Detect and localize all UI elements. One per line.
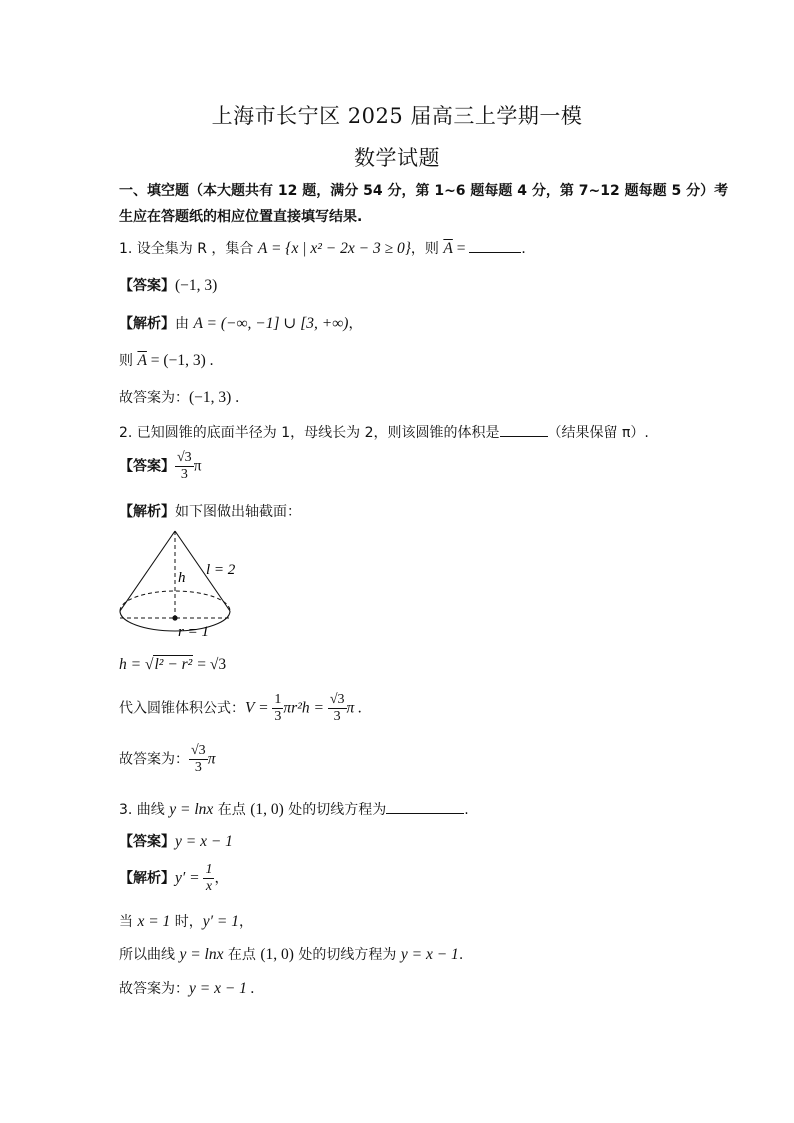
q3-so-b: 在点 [223,947,261,963]
q3-so-end: . [458,947,464,963]
q3-derivative-fraction [203,862,214,895]
section-heading-line2: 生应在答题纸的相应位置直接填写结果. [119,209,363,225]
q1-answer [119,275,217,295]
q2-blank [500,423,548,437]
q3-conclusion [119,944,463,964]
q3-so-c: 处的切线方程为 [293,947,401,963]
q2-volume-mid: πr²h = [283,699,328,717]
q2-answer-numerator: √3 [177,450,192,465]
cone-base-front-arc [120,611,230,631]
q3-final [119,978,255,998]
answer-label: 【答案】 [119,278,175,294]
q2-frac1-num: 1 [274,692,282,707]
section-heading-line1: 一、填空题（本大题共有 12 题，满分 54 分，第 1~6 题每题 4 分，第 7~12 题每题 5 分）考 [119,183,729,199]
q2-volume-frac2 [328,692,347,725]
q2-analysis-text: 如下图做出轴截面： [175,504,301,520]
q3-final-value: y = x − 1 . [189,980,255,997]
q1-eq: = [452,240,470,257]
q2-frac2-den: 3 [333,709,341,724]
q1-analysis [119,313,362,333]
q3-stem-b: 在点 [213,802,251,818]
analysis-label: 【解析】 [119,316,175,332]
q3-answer [119,831,233,851]
q2-frac2-num: √3 [329,692,345,707]
q3-stem-end: . [464,802,469,818]
q1-then [119,350,213,370]
q2-h-radicand: l² − r² [154,656,193,673]
q1-then-text: 则 [119,353,138,369]
q2-h-right: = √3 [193,656,227,673]
q3-answer-value: y = x − 1 [175,833,233,850]
q3-when-end: ， [238,914,253,930]
q1-prefix: 1. 设全集为 R ，集合 [119,241,258,257]
q2-answer-denominator: 3 [180,467,188,482]
q2-answer-pi: π [193,457,202,475]
answer-label: 【答案】 [119,458,175,475]
q1-end: ． [521,241,536,257]
q3-so-math2: (1, 0) [260,946,294,963]
q2-answer [119,450,202,483]
so-answer-label: 故答案为： [119,390,189,406]
q3-analysis [119,862,228,895]
q3-when-b: 时， [170,914,203,930]
q3-derivative-end: ， [214,870,229,887]
answer-label: 【答案】 [119,834,175,850]
q1-answer-value: (−1, 3) [175,277,218,294]
q2-volume-v: V = [245,699,273,717]
q1-mid: ，则 [410,241,444,257]
q2-height-formula [119,656,226,674]
cone-r-label: r = 1 [178,624,209,640]
q2-final [119,743,215,776]
q3-derivative-num: 1 [205,862,213,877]
q2-frac1-den: 3 [274,709,282,724]
q3-stem-math2: (1, 0) [250,801,284,818]
q3-when-math2: y′ = 1 [202,913,239,930]
page-title: 上海市长宁区 2025 届高三上学期一模 [211,104,583,128]
analysis-label: 【解析】 [119,504,175,520]
q3-stem [119,799,469,819]
q1-final [119,387,239,407]
q2-h-sqrt: √l² − r² [144,656,193,673]
q3-so-a: 所以曲线 [119,947,180,963]
q3-when-a: 当 [119,914,138,930]
q3-blank [386,800,464,814]
q3-derivative-den: x [205,879,213,894]
q1-then-complement: $\overline{A}$ [137,352,147,369]
q2-stem [119,422,649,442]
cone-center-point [172,615,177,620]
q3-stem-a: 3. 曲线 [119,802,170,818]
cone-diagram [114,527,244,645]
q2-final-fraction [189,743,208,776]
q1-analysis-text: 由 [175,316,194,332]
so-answer-label: 故答案为： [119,981,189,997]
q1-analysis-end: ， [348,316,363,332]
q3-when [119,911,253,931]
q2-h-left: h = [119,656,145,673]
q1-set: A = {x | x² − 2x − 3 ≥ 0} [257,240,411,257]
q1-stem [119,238,535,258]
q2-analysis [119,501,301,521]
q1-complement: $\overline{A}$ [443,240,453,257]
analysis-label: 【解析】 [119,870,175,887]
q2-volume-formula [119,692,362,725]
q2-volume-text: 代入圆锥体积公式： [119,700,245,717]
cone-left-slant [120,531,175,611]
q2-final-numerator: √3 [191,743,206,758]
q3-stem-c: 处的切线方程为 [283,802,387,818]
q1-final-value: (−1, 3) . [189,389,240,406]
q2-stem-text: 2. 已知圆锥的底面半径为 1，母线长为 2，则该圆锥的体积是 [119,425,500,441]
q3-when-math1: x = 1 [137,913,171,930]
q2-final-pi: π [207,750,216,768]
cone-l-label: l = 2 [206,562,236,578]
q2-volume-end: π . [346,699,363,717]
q2-volume-frac1 [272,692,283,725]
q3-derivative-left: y′ = [175,869,204,887]
q1-analysis-math: A = (−∞, −1] ∪ [3, +∞) [193,315,349,332]
q1-then-math: = (−1, 3) . [146,352,214,369]
q2-stem-end: （结果保留 π）. [547,425,649,441]
page-subtitle: 数学试题 [354,146,440,170]
so-answer-label: 故答案为： [119,751,189,768]
q2-answer-fraction [175,450,194,483]
q3-so-math1: y = lnx [179,946,224,963]
cone-h-label: h [178,570,186,586]
q1-blank [469,239,521,253]
q2-final-denominator: 3 [194,760,202,775]
q3-so-math3: y = x − 1 [400,946,459,963]
q3-stem-math1: y = lnx [169,801,214,818]
